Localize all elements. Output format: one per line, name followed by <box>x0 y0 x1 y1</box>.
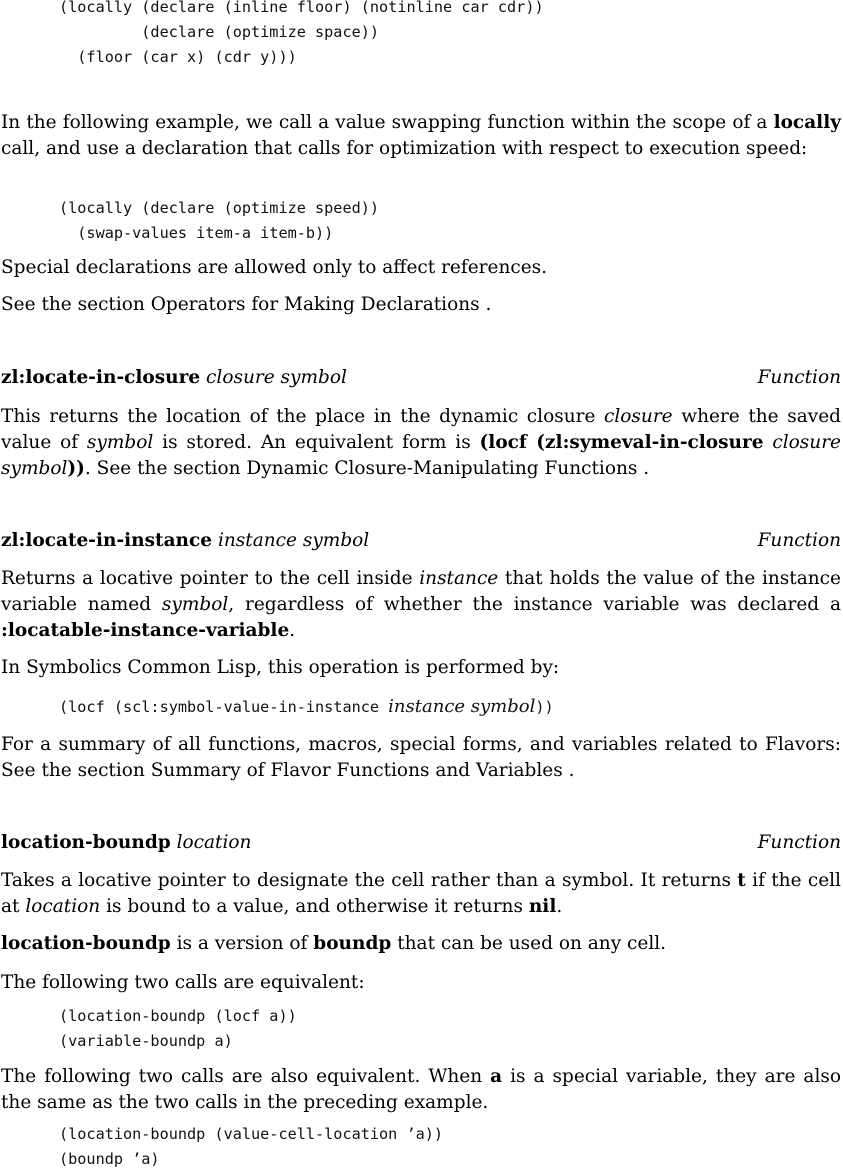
function-args: instance symbol <box>217 530 370 551</box>
paragraph-locate-in-instance: Returns a locative pointer to the cell inside instance that holds the value of the instance variable named symbol, regardless of whether the instance variable was declared a :locatable-instance-variable. <box>1 568 841 641</box>
function-name: zl:locate-in-closure <box>1 367 201 388</box>
code-block-locally-speed <box>59 196 843 246</box>
function-args: location <box>176 832 252 853</box>
code-block-location-boundp-locf <box>59 1004 843 1054</box>
paragraph-swap-example: In the following example, we call a value swapping function within the scope of a locally call, and use a declaration that calls for optimization with respect to execution speed: <box>1 112 841 159</box>
paragraph-symbolics-common-lisp: In Symbolics Common Lisp, this operation is performed by: <box>1 657 560 678</box>
function-name: location-boundp <box>1 832 171 853</box>
paragraph-see-section-declarations: See the section Operators for Making Declarations . <box>1 294 492 315</box>
code-line: (swap-values item-a item-b)) <box>59 224 334 242</box>
entry-kind: Function <box>757 530 841 551</box>
paragraph-boundp-version: location-boundp is a version of boundp that can be used on any cell. <box>1 933 667 954</box>
term-locally: locally <box>773 112 841 133</box>
entry-kind: Function <box>757 367 841 388</box>
paragraph-two-calls-equivalent: The following two calls are equivalent: <box>1 972 365 993</box>
code-line: (boundp ’a) <box>59 1150 160 1168</box>
entry-kind: Function <box>757 832 841 853</box>
function-name: zl:locate-in-instance <box>1 530 213 551</box>
code-line: (declare (optimize space)) <box>59 23 380 41</box>
code-line: (location-boundp (value-cell-location ’a)) <box>59 1125 444 1143</box>
paragraph-special-declarations: Special declarations are allowed only to affect references. <box>1 257 548 278</box>
paragraph-location-boundp: Takes a locative pointer to designate the cell rather than a symbol. It returns t if the cell at location is bound to a value, and otherwise it returns nil. <box>1 870 841 917</box>
code-line: (floor (car x) (cdr y))) <box>59 48 297 66</box>
code-block-value-cell-location <box>59 1122 843 1172</box>
paragraph-flavors-summary: For a summary of all functions, macros, special forms, and variables related to Flavors: See the section Summary of Flavor Functions and Variables . <box>1 734 841 781</box>
code-line: (location-boundp (locf a)) <box>59 1007 297 1025</box>
code-line: (locally (declare (optimize speed)) <box>59 199 380 217</box>
function-args: closure symbol <box>206 367 347 388</box>
entry-header-locate-in-instance <box>1 528 841 554</box>
paragraph-also-equivalent: The following two calls are also equivalent. When a is a special variable, they are also the same as the two calls in the preceding example. <box>1 1066 841 1113</box>
code-block-locf-symbol-value: (locf (scl:symbol-value-in-instance instance symbol)) <box>59 696 554 717</box>
code-block-locally-inline <box>59 0 843 70</box>
code-line: (variable-boundp a) <box>59 1032 233 1050</box>
paragraph-locate-in-closure: This returns the location of the place in the dynamic closure closure where the saved value of symbol is stored. An equivalent form is (locf (zl:symeval-in-closure closure symbol)). See the section Dynamic Closure-Manipulating Functions . <box>1 406 841 479</box>
code-line: (locally (declare (inline floor) (notinline car cdr)) <box>59 0 544 16</box>
entry-header-locate-in-closure <box>1 365 841 391</box>
entry-header-location-boundp <box>1 830 841 856</box>
